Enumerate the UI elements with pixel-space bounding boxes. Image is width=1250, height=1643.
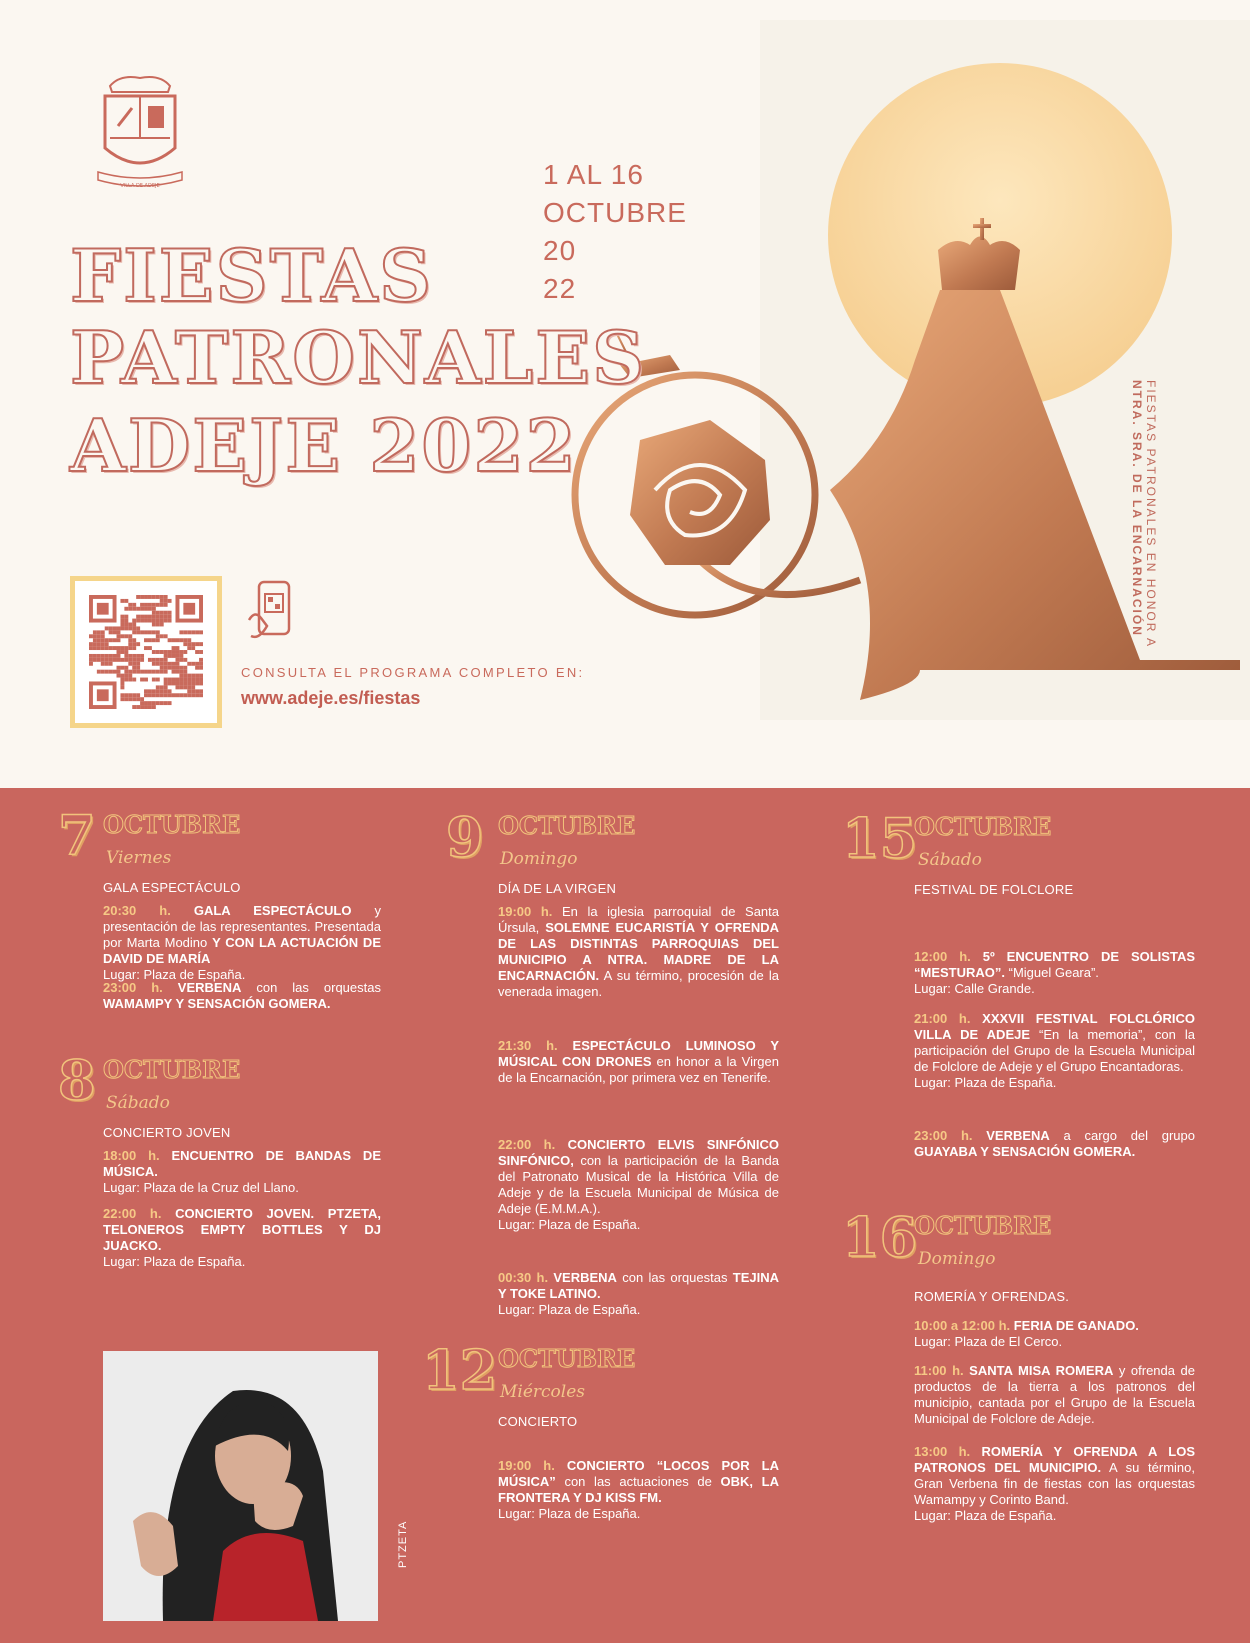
day-month: OCTUBRE: [914, 812, 1052, 841]
event-dates: [543, 156, 687, 308]
event-highlight: VERBENA: [986, 1128, 1050, 1143]
dates-line-2: OCTUBRE: [543, 197, 687, 228]
day-number: 12: [422, 1338, 498, 1402]
program-link[interactable]: www.adeje.es/fiestas: [241, 688, 421, 708]
event-text: Lugar: Plaza de España.: [498, 1302, 641, 1317]
day-month: OCTUBRE: [103, 810, 241, 839]
day-weekday: Viernes: [106, 848, 172, 868]
day-month: OCTUBRE: [914, 1211, 1052, 1240]
event-time: 00:30 h.: [498, 1270, 554, 1285]
event-highlight: 5º ENCUENTRO DE SOLISTAS “MESTURAO”.: [914, 949, 1195, 980]
event-text: Lugar: Plaza de España.: [914, 1075, 1057, 1090]
dates-line-3: 20: [543, 235, 577, 266]
event-time: 23:00 h.: [914, 1128, 987, 1143]
dates-line-4: 22: [543, 273, 577, 304]
day-number: 7: [58, 803, 96, 867]
event-item: [103, 1148, 381, 1196]
event-time: 19:00 h.: [498, 904, 562, 919]
event-text: con la participación de la Banda del Patronato Musical de la Histórica Villa de Adeje y de la Escuela Municipal de Música de Adeje (E.M.M.A.).: [498, 1153, 779, 1216]
event-time: 21:00 h.: [914, 1011, 983, 1026]
event-text: Lugar: Plaza de España.: [103, 1254, 246, 1269]
event-text: Lugar: Plaza de España.: [103, 967, 246, 982]
event-highlight: XXXVII FESTIVAL FOLCLÓRICO VILLA DE ADEJE: [914, 1011, 1196, 1042]
day-category: DÍA DE LA VIRGEN: [498, 881, 617, 896]
event-text: Lugar: Plaza de España.: [498, 1217, 641, 1232]
event-highlight: ESPECTÁCULO LUMINOSO Y MÚSICAL CON DRONES: [498, 1038, 779, 1069]
event-highlight: GUAYABA Y SENSACIÓN GOMERA.: [914, 1144, 1136, 1159]
event-time: 22:00 h.: [103, 1206, 176, 1221]
event-time: 22:00 h.: [498, 1137, 568, 1152]
event-highlight: VERBENA: [553, 1270, 617, 1285]
day-month: OCTUBRE: [103, 1055, 241, 1084]
photo-caption-text: PTZETA: [397, 1520, 409, 1568]
event-item: [914, 949, 1195, 997]
day-month: OCTUBRE: [498, 811, 636, 840]
event-item: [498, 1137, 779, 1233]
day-category: CONCIERTO JOVEN: [103, 1125, 231, 1140]
event-text: A su término, Gran Verbena fin de fiestas con las orquestas Wamampy y Corinto Band.: [914, 1460, 1195, 1507]
header-section: [0, 0, 1250, 788]
event-highlight: WAMAMPY Y SENSACIÓN GOMERA.: [103, 996, 331, 1011]
title-line-3: ADEJE 2022: [70, 403, 578, 488]
event-item: [914, 1444, 1195, 1524]
day-category: ROMERÍA Y OFRENDAS.: [914, 1289, 1070, 1304]
ptzeta-photo: [103, 1351, 378, 1621]
event-highlight: ENCUENTRO DE BANDAS DE MÚSICA.: [103, 1148, 381, 1179]
event-item: [103, 1206, 381, 1270]
dedication-line-2: NTRA. SRA. DE LA ENCARNACIÓN: [1130, 380, 1144, 637]
event-highlight: OBK, LA FRONTERA Y DJ KISS FM.: [498, 1474, 779, 1505]
event-text: En la iglesia parroquial de Santa Úrsula,: [498, 904, 779, 935]
dedication-line-1: FIESTAS PATRONALES EN HONOR A: [1144, 380, 1158, 649]
event-text: Lugar: Calle Grande.: [914, 981, 1035, 996]
event-time: 21:30 h.: [498, 1038, 573, 1053]
day-weekday: Domingo: [500, 849, 578, 869]
event-item: [914, 1011, 1195, 1091]
day-number: 15: [842, 806, 918, 870]
event-highlight: VERBENA: [177, 980, 242, 995]
event-text: a cargo del grupo: [1049, 1128, 1196, 1143]
event-highlight: CONCIERTO ELVIS SINFÓNICO SINFÓNICO,: [498, 1137, 779, 1168]
event-time: 20:30 h.: [103, 903, 194, 918]
event-text: y ofrenda de productos de la tierra a los patronos del municipio, cantada por el Grupo de la Escuela Municipal de Folclore de Adeje.: [914, 1363, 1195, 1426]
event-item: [498, 1038, 779, 1086]
day-category: FESTIVAL DE FOLCLORE: [914, 882, 1074, 897]
event-time: 10:00 a 12:00 h.: [914, 1318, 1014, 1333]
event-item: [103, 980, 381, 1012]
event-text: con las orquestas: [241, 980, 381, 995]
rose-icon: [630, 420, 770, 565]
qr-code-pattern: [89, 595, 203, 709]
day-weekday: Sábado: [918, 850, 982, 870]
title-line-2: PATRONALES: [70, 315, 647, 400]
dates-line-1: 1 AL 16: [543, 159, 644, 190]
event-item: [103, 903, 381, 983]
event-time: 19:00 h.: [498, 1458, 567, 1473]
event-text: A su término, procesión de la venerada imagen.: [498, 968, 779, 999]
event-item: [498, 904, 779, 1000]
day-number: 16: [842, 1205, 918, 1269]
event-highlight: GALA ESPECTÁCULO: [193, 903, 352, 918]
event-time: 13:00 h.: [914, 1444, 982, 1459]
event-highlight: CONCIERTO JOVEN. PTZETA, TELONEROS EMPTY BOTTLES Y DJ JUACKO.: [103, 1206, 381, 1253]
event-highlight: CONCIERTO “LOCOS POR LA MÚSICA”: [498, 1458, 779, 1489]
event-item: [914, 1363, 1195, 1427]
day-weekday: Sábado: [106, 1093, 170, 1113]
event-text: Lugar: Plaza de la Cruz del Llano.: [103, 1180, 299, 1195]
event-highlight: Y CON LA ACTUACIÓN DE DAVID DE MARÍA: [103, 935, 381, 966]
event-text: Lugar: Plaza de España.: [914, 1508, 1057, 1523]
phone-scan-icon: [245, 580, 305, 642]
event-time: 12:00 h.: [914, 949, 983, 964]
event-item: [498, 1270, 779, 1318]
program-notice: CONSULTA EL PROGRAMA COMPLETO EN:: [241, 665, 585, 680]
event-text: con las orquestas: [616, 1270, 733, 1285]
day-month: OCTUBRE: [498, 1344, 636, 1373]
event-time: 18:00 h.: [103, 1148, 172, 1163]
event-time: 11:00 h.: [914, 1363, 970, 1378]
crest-motto: VILLA DE ADEJE: [120, 183, 160, 189]
qr-code[interactable]: [70, 576, 222, 728]
day-number: 8: [58, 1048, 96, 1112]
event-item: [498, 1458, 779, 1522]
event-highlight: SANTA MISA ROMERA: [969, 1363, 1114, 1378]
event-text: Lugar: Plaza de El Cerco.: [914, 1334, 1063, 1349]
event-highlight: SOLEMNE EUCARISTÍA Y OFRENDA DE LAS DISTINTAS PARROQUIAS DEL MUNICIPIO A NTRA. MADRE DE LA ENCARNACIÓN.: [498, 920, 779, 983]
adeje-coat-of-arms: [90, 68, 190, 196]
day-category: CONCIERTO: [498, 1414, 578, 1429]
event-highlight: FERIA DE GANADO.: [1013, 1318, 1139, 1333]
event-item: [914, 1128, 1195, 1160]
day-weekday: Domingo: [918, 1249, 996, 1269]
day-category: GALA ESPECTÁCULO: [103, 880, 241, 895]
event-text: en honor a la Virgen de la Encarnación, por primera vez en Tenerife.: [498, 1054, 779, 1085]
crown-icon: [938, 237, 1020, 291]
day-number: 9: [446, 805, 484, 869]
day-weekday: Miércoles: [500, 1382, 586, 1402]
title-line-1: FIESTAS: [70, 233, 434, 318]
event-highlight: TEJINA Y TOKE LATINO.: [498, 1270, 779, 1301]
event-highlight: ROMERÍA Y OFRENDA A LOS PATRONOS DEL MUNICIPIO.: [914, 1444, 1195, 1475]
event-time: 23:00 h.: [103, 980, 178, 995]
event-text: “En la memoria”, con la participación del Grupo de la Escuela Municipal de Folclore de Adeje y el Grupo Encantadoras.: [914, 1027, 1195, 1074]
event-text: y presentación de las representantes. Presentada por Marta Modino: [103, 903, 381, 950]
event-item: [914, 1318, 1195, 1350]
event-text: “Miguel Geara”.: [1005, 965, 1099, 980]
event-text: con las actuaciones de: [555, 1474, 721, 1489]
event-text: Lugar: Plaza de España.: [498, 1506, 641, 1521]
